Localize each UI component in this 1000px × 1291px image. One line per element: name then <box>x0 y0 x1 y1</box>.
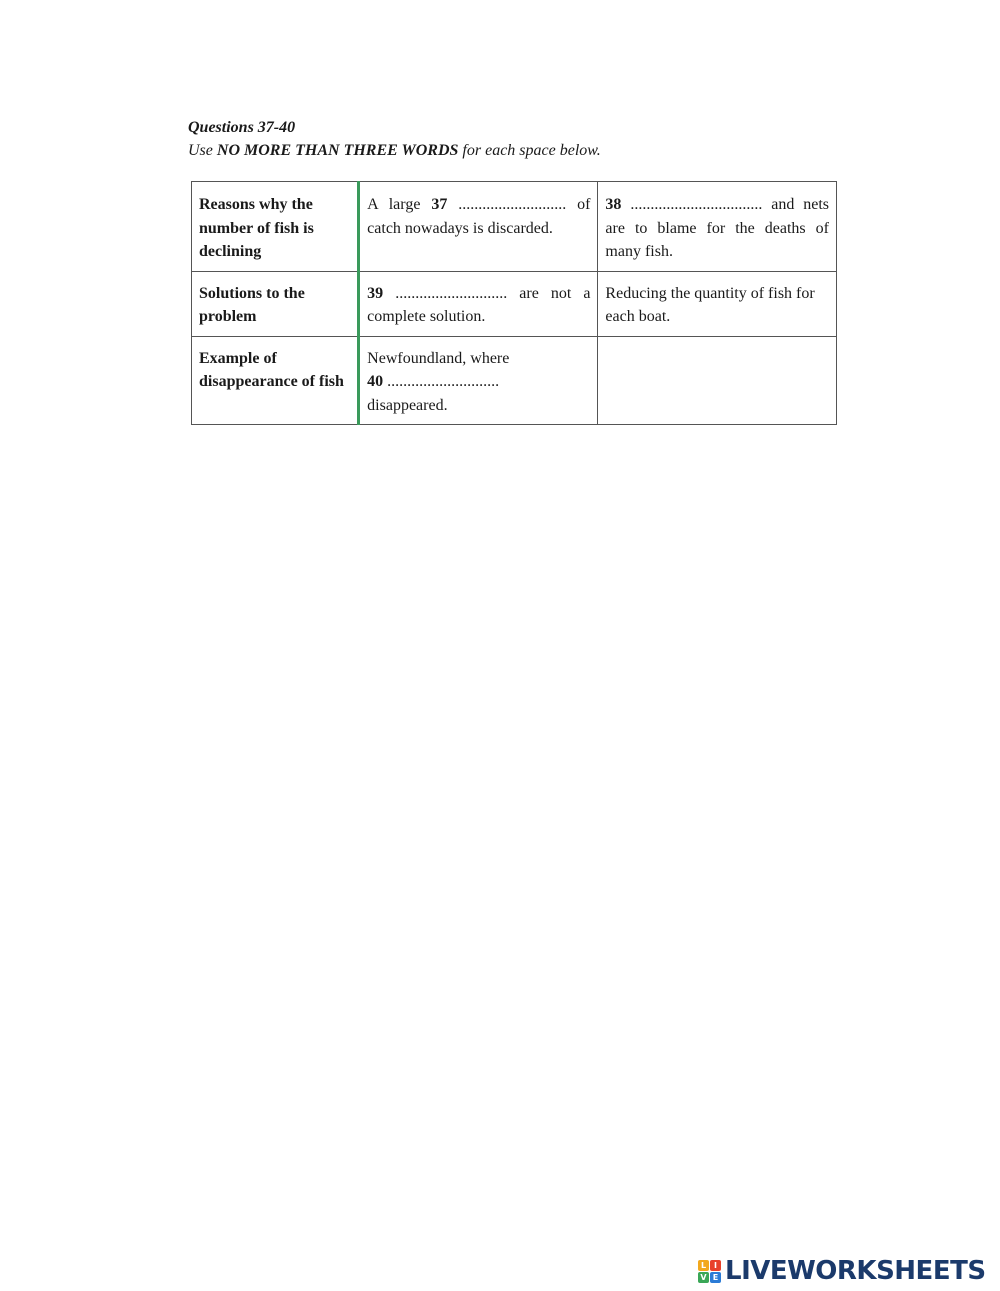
question-heading <box>188 116 601 162</box>
question-number-38: 38 <box>605 196 622 213</box>
table-row <box>192 336 837 425</box>
answer-blank-39[interactable]: ............................ are not a complete solution. <box>367 284 591 325</box>
liveworksheets-logo <box>698 1254 986 1288</box>
cell-text: disappeared. <box>367 396 448 414</box>
row-label: Solutions to the problem <box>192 271 359 336</box>
answer-blank-38[interactable]: ................................. and nets are to blame for the deaths of many fish. <box>605 196 829 260</box>
logo-letter: I <box>710 1260 721 1271</box>
row-label: Reasons why the number of fish is declining <box>192 182 359 272</box>
logo-mark-icon <box>698 1260 721 1283</box>
table-row <box>192 182 837 272</box>
instruction-suffix: for each space below. <box>458 142 601 159</box>
question-number-37: 37 <box>431 196 448 213</box>
table-cell <box>598 182 837 272</box>
table-cell: Reducing the quantity of fish for each boat. <box>598 271 837 336</box>
instruction-prefix: Use <box>188 142 217 159</box>
table-cell <box>359 336 598 425</box>
question-number-40: 40 <box>367 373 384 390</box>
logo-letter: V <box>698 1272 709 1283</box>
instruction-bold: NO MORE THAN THREE WORDS <box>216 142 459 159</box>
cell-text: A large <box>367 196 432 213</box>
row-label: Example of disappearance of fish <box>192 336 359 425</box>
table-cell <box>359 182 598 272</box>
question-number-39: 39 <box>367 284 384 302</box>
logo-text: LIVEWORKSHEETS <box>725 1256 986 1286</box>
table-cell <box>359 271 598 336</box>
answer-blank-40[interactable]: ............................ <box>383 373 500 390</box>
empty-cell <box>598 336 837 425</box>
logo-letter: L <box>698 1260 709 1271</box>
questions-title: Questions 37-40 <box>188 119 296 136</box>
instruction-line <box>188 139 601 162</box>
question-table <box>191 181 837 425</box>
answer-blank-37[interactable]: ........................... of catch nowadays is discarded. <box>367 196 591 237</box>
logo-letter: E <box>710 1272 721 1283</box>
cell-text: Newfoundland, where <box>367 349 510 367</box>
table-row <box>192 271 837 336</box>
